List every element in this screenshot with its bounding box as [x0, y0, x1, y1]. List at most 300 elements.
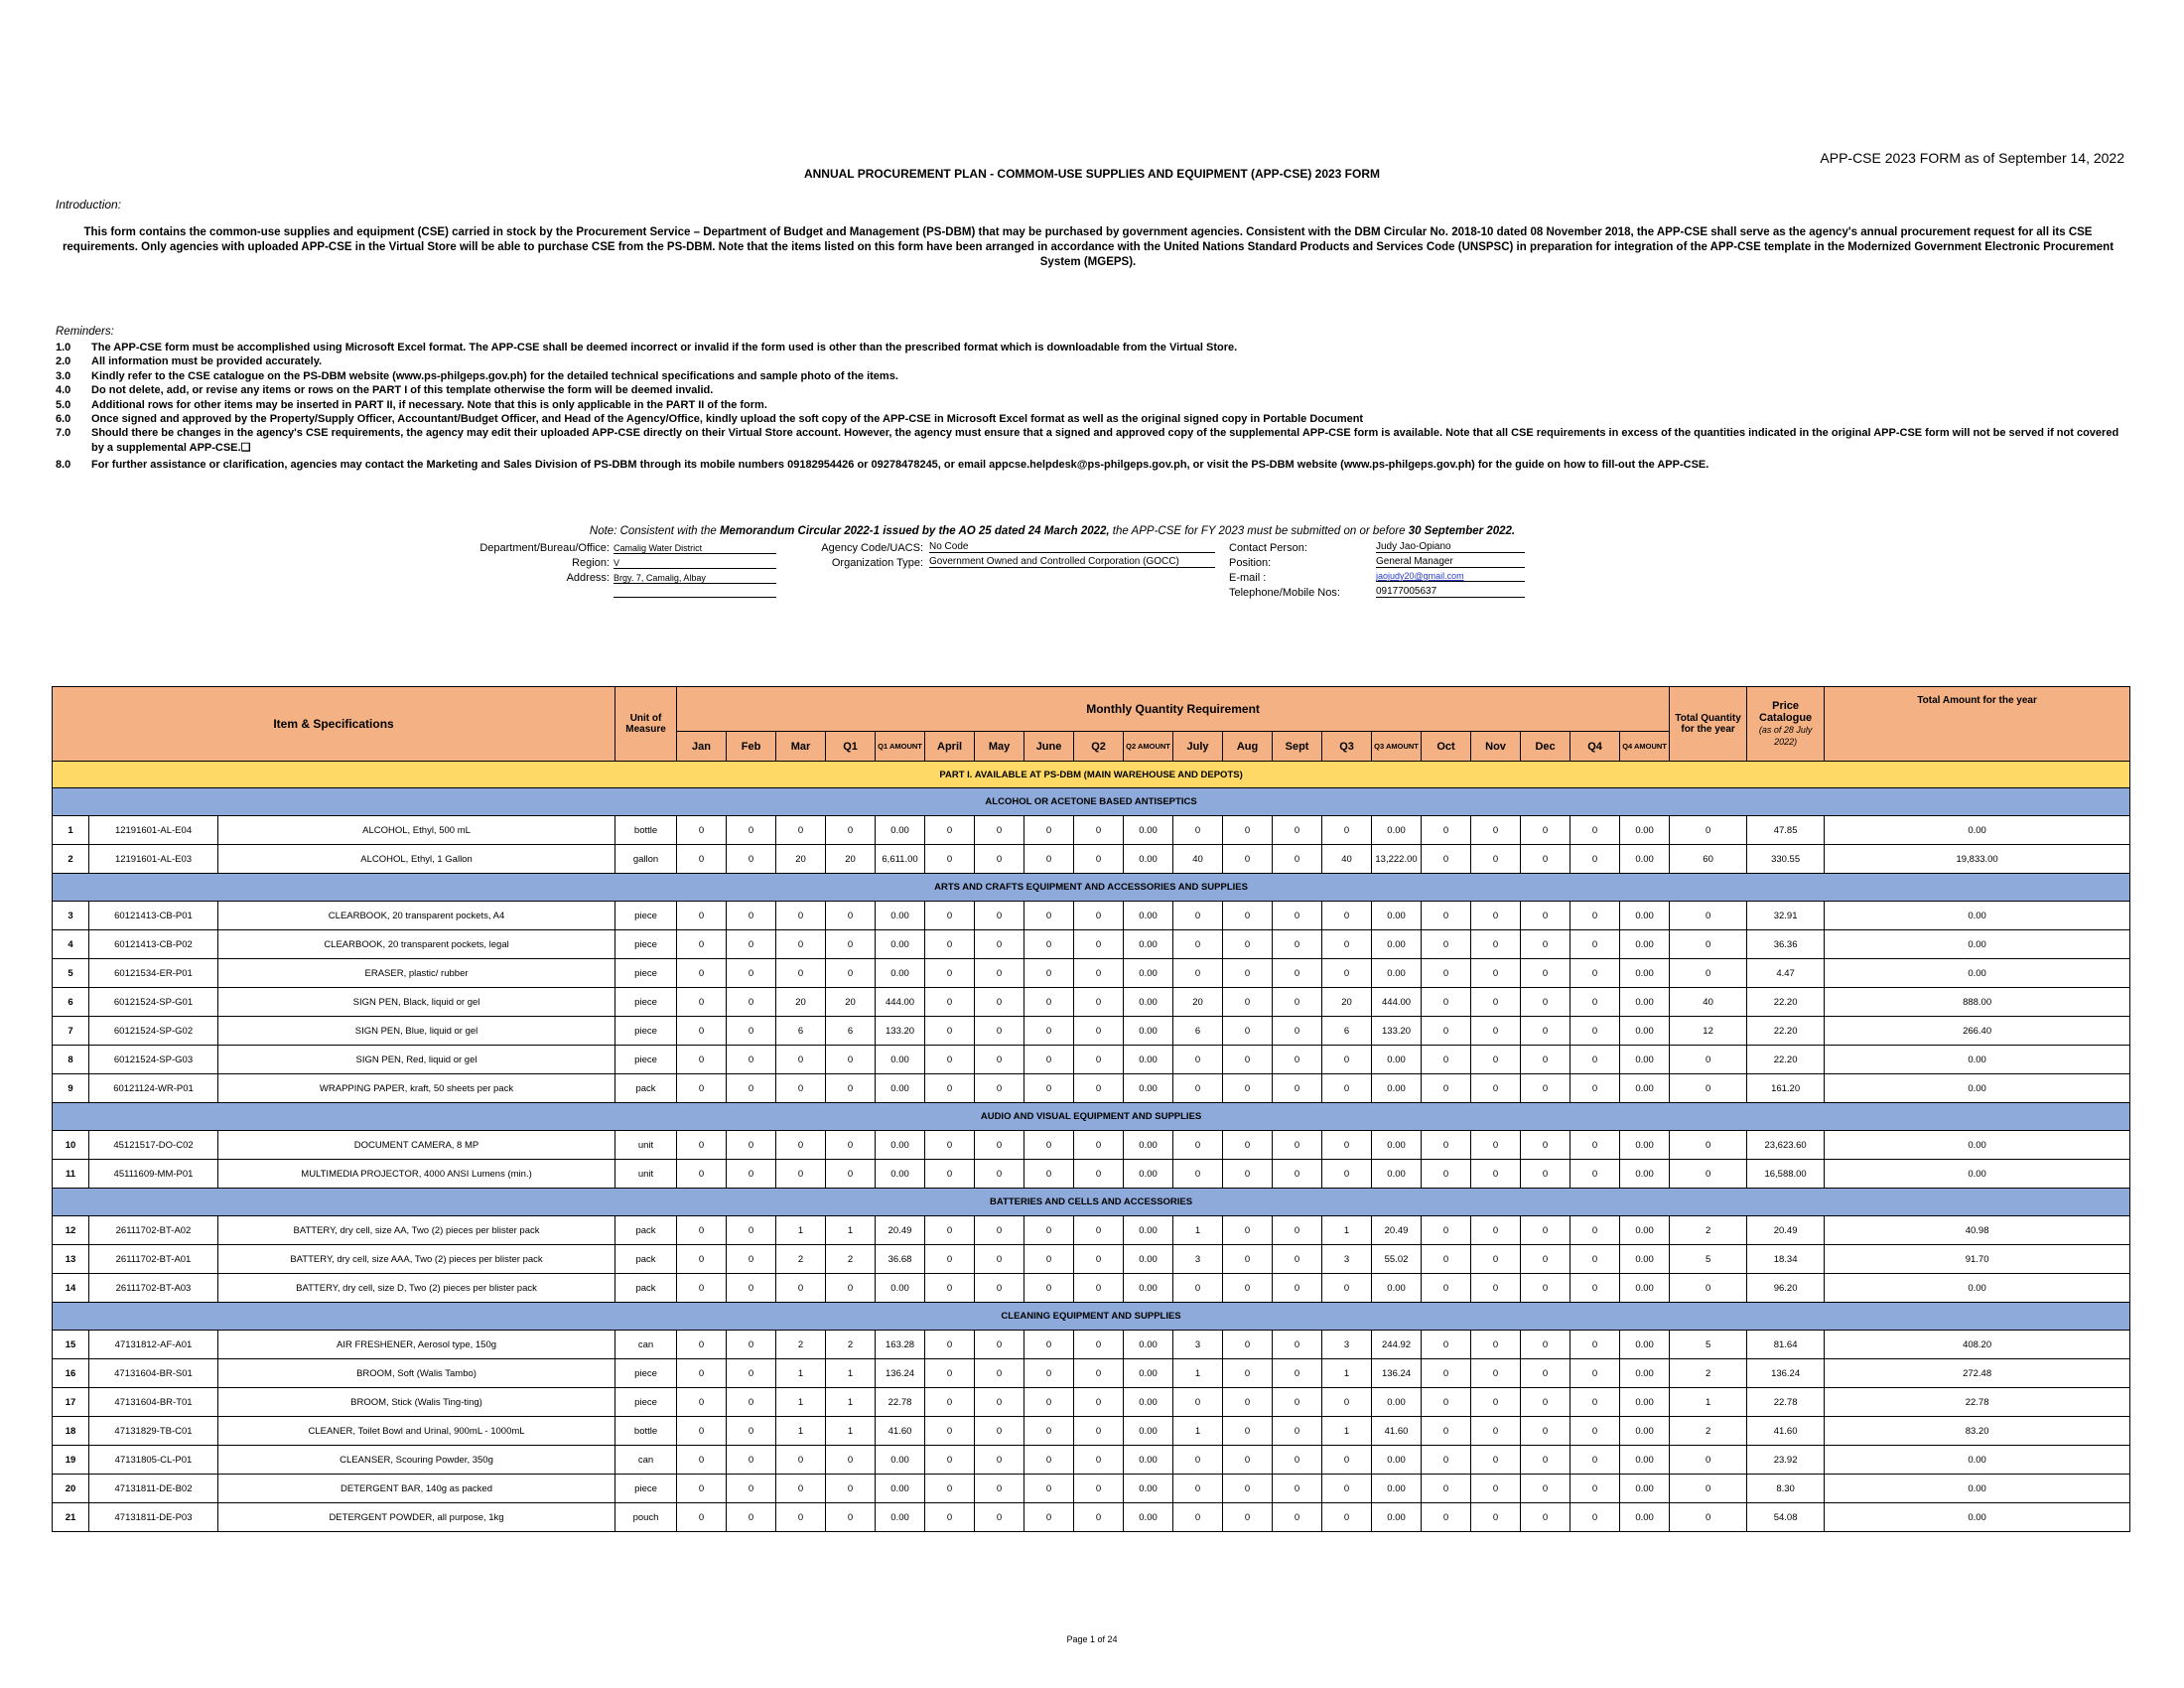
quantity-cell[interactable]: 0	[826, 1446, 876, 1475]
quantity-cell[interactable]: 0.00	[1124, 1245, 1173, 1274]
quantity-cell[interactable]: 0.00	[876, 959, 925, 988]
quantity-cell[interactable]: 0	[1521, 988, 1570, 1017]
quantity-cell[interactable]: 1	[1173, 1359, 1223, 1388]
quantity-cell[interactable]: 0	[1273, 988, 1322, 1017]
quantity-cell[interactable]: 0	[925, 959, 975, 988]
quantity-cell[interactable]: 0	[1570, 1446, 1620, 1475]
quantity-cell[interactable]: 0.00	[876, 1274, 925, 1303]
quantity-cell[interactable]: 0	[826, 1503, 876, 1532]
quantity-cell[interactable]: 0	[1074, 1046, 1124, 1074]
quantity-cell[interactable]: 0	[975, 1216, 1024, 1245]
quantity-cell[interactable]: 0	[1223, 930, 1273, 959]
quantity-cell[interactable]: 0	[1570, 1160, 1620, 1189]
quantity-cell[interactable]: 3	[1322, 1331, 1372, 1359]
quantity-cell[interactable]: 0	[1471, 1216, 1521, 1245]
quantity-cell[interactable]: 0.00	[1620, 816, 1670, 845]
quantity-cell[interactable]: 0	[975, 1131, 1024, 1160]
quantity-cell[interactable]: 0	[727, 959, 776, 988]
quantity-cell[interactable]: 0	[1223, 816, 1273, 845]
quantity-cell[interactable]: 0.00	[1620, 1160, 1670, 1189]
quantity-cell[interactable]: 2	[776, 1331, 826, 1359]
quantity-cell[interactable]: 0	[1173, 1074, 1223, 1103]
quantity-cell[interactable]: 0	[1471, 1131, 1521, 1160]
quantity-cell[interactable]: 0	[677, 930, 727, 959]
quantity-cell[interactable]: 0.00	[1620, 902, 1670, 930]
quantity-cell[interactable]: 0	[1570, 1331, 1620, 1359]
quantity-cell[interactable]: 20	[826, 845, 876, 874]
quantity-cell[interactable]: 0	[1074, 845, 1124, 874]
quantity-cell[interactable]: 3	[1173, 1245, 1223, 1274]
quantity-cell[interactable]: 0	[975, 1017, 1024, 1046]
quantity-cell[interactable]: 0.00	[1124, 1131, 1173, 1160]
quantity-cell[interactable]: 0	[1422, 1331, 1471, 1359]
quantity-cell[interactable]: 0	[1422, 816, 1471, 845]
quantity-cell[interactable]: 0	[1570, 1503, 1620, 1532]
quantity-cell[interactable]: 0	[1570, 1245, 1620, 1274]
quantity-cell[interactable]: 0	[975, 1503, 1024, 1532]
quantity-cell[interactable]: 0.00	[1620, 1446, 1670, 1475]
quantity-cell[interactable]: 0	[1322, 816, 1372, 845]
quantity-cell[interactable]: 41.60	[1372, 1417, 1422, 1446]
quantity-cell[interactable]: 133.20	[876, 1017, 925, 1046]
quantity-cell[interactable]: 1	[826, 1417, 876, 1446]
quantity-cell[interactable]: 0	[1521, 1046, 1570, 1074]
quantity-cell[interactable]: 0	[1570, 1359, 1620, 1388]
quantity-cell[interactable]: 0	[677, 1245, 727, 1274]
quantity-cell[interactable]: 0	[1521, 1417, 1570, 1446]
quantity-cell[interactable]: 3	[1322, 1245, 1372, 1274]
quantity-cell[interactable]: 0	[677, 1216, 727, 1245]
quantity-cell[interactable]: 0.00	[1372, 1131, 1422, 1160]
quantity-cell[interactable]: 0	[1570, 959, 1620, 988]
quantity-cell[interactable]: 0	[975, 1331, 1024, 1359]
quantity-cell[interactable]: 0	[1471, 1245, 1521, 1274]
quantity-cell[interactable]: 0	[1173, 1160, 1223, 1189]
quantity-cell[interactable]: 0	[1223, 902, 1273, 930]
quantity-cell[interactable]: 0	[1322, 1475, 1372, 1503]
quantity-cell[interactable]: 0	[975, 816, 1024, 845]
quantity-cell[interactable]: 0.00	[1620, 1503, 1670, 1532]
quantity-cell[interactable]: 0	[975, 930, 1024, 959]
quantity-cell[interactable]: 0	[1422, 902, 1471, 930]
quantity-cell[interactable]: 0	[1471, 1331, 1521, 1359]
quantity-cell[interactable]: 0	[677, 1160, 727, 1189]
quantity-cell[interactable]: 0	[1422, 1503, 1471, 1532]
quantity-cell[interactable]: 0	[975, 902, 1024, 930]
quantity-cell[interactable]: 0	[1521, 1446, 1570, 1475]
quantity-cell[interactable]: 0	[1471, 1160, 1521, 1189]
quantity-cell[interactable]: 0	[1322, 1074, 1372, 1103]
quantity-cell[interactable]: 1	[826, 1216, 876, 1245]
quantity-cell[interactable]: 0	[826, 1274, 876, 1303]
quantity-cell[interactable]: 0.00	[1372, 1274, 1422, 1303]
quantity-cell[interactable]: 0	[1273, 1274, 1322, 1303]
quantity-cell[interactable]: 0	[1521, 1331, 1570, 1359]
quantity-cell[interactable]: 0	[1471, 1017, 1521, 1046]
quantity-cell[interactable]: 0.00	[1620, 1417, 1670, 1446]
quantity-cell[interactable]: 0	[1173, 1274, 1223, 1303]
quantity-cell[interactable]: 0	[1273, 1216, 1322, 1245]
quantity-cell[interactable]: 0	[677, 1475, 727, 1503]
quantity-cell[interactable]: 0	[1422, 1388, 1471, 1417]
quantity-cell[interactable]: 0	[727, 1074, 776, 1103]
quantity-cell[interactable]: 0	[925, 1046, 975, 1074]
quantity-cell[interactable]: 0	[1173, 816, 1223, 845]
quantity-cell[interactable]: 0	[1173, 1131, 1223, 1160]
quantity-cell[interactable]: 0	[1223, 1160, 1273, 1189]
quantity-cell[interactable]: 0	[975, 1074, 1024, 1103]
quantity-cell[interactable]: 444.00	[876, 988, 925, 1017]
quantity-cell[interactable]: 0	[1273, 930, 1322, 959]
dept-field[interactable]: Camalig Water District	[614, 543, 776, 554]
quantity-cell[interactable]: 0	[1322, 1446, 1372, 1475]
quantity-cell[interactable]: 0	[1570, 902, 1620, 930]
quantity-cell[interactable]: 0	[1223, 1359, 1273, 1388]
org-type-field[interactable]: Government Owned and Controlled Corporation (GOCC)	[929, 556, 1215, 568]
quantity-cell[interactable]: 0.00	[1124, 902, 1173, 930]
quantity-cell[interactable]: 0	[1521, 816, 1570, 845]
quantity-cell[interactable]: 0	[776, 1503, 826, 1532]
quantity-cell[interactable]: 0.00	[1372, 1503, 1422, 1532]
quantity-cell[interactable]: 0	[1024, 1388, 1074, 1417]
quantity-cell[interactable]: 1	[776, 1417, 826, 1446]
quantity-cell[interactable]: 0	[727, 1274, 776, 1303]
quantity-cell[interactable]: 0	[727, 1245, 776, 1274]
quantity-cell[interactable]: 0	[677, 1074, 727, 1103]
quantity-cell[interactable]: 0	[1570, 1131, 1620, 1160]
quantity-cell[interactable]: 0	[1024, 988, 1074, 1017]
quantity-cell[interactable]: 0	[727, 1160, 776, 1189]
quantity-cell[interactable]: 0	[1074, 959, 1124, 988]
quantity-cell[interactable]: 0	[1521, 1245, 1570, 1274]
quantity-cell[interactable]: 0	[1570, 1046, 1620, 1074]
quantity-cell[interactable]: 0	[727, 1359, 776, 1388]
quantity-cell[interactable]: 0	[1273, 1331, 1322, 1359]
position-field[interactable]: General Manager	[1376, 556, 1525, 568]
quantity-cell[interactable]: 0.00	[1124, 1046, 1173, 1074]
quantity-cell[interactable]: 0	[1521, 1160, 1570, 1189]
quantity-cell[interactable]: 0	[1322, 959, 1372, 988]
quantity-cell[interactable]: 0	[677, 1017, 727, 1046]
quantity-cell[interactable]: 136.24	[1372, 1359, 1422, 1388]
quantity-cell[interactable]: 0	[1024, 1446, 1074, 1475]
quantity-cell[interactable]: 1	[776, 1216, 826, 1245]
quantity-cell[interactable]: 0	[925, 1017, 975, 1046]
quantity-cell[interactable]: 0.00	[1124, 1446, 1173, 1475]
quantity-cell[interactable]: 0	[925, 1245, 975, 1274]
quantity-cell[interactable]: 0	[1570, 1274, 1620, 1303]
quantity-cell[interactable]: 0	[925, 1160, 975, 1189]
quantity-cell[interactable]: 0	[1074, 1417, 1124, 1446]
quantity-cell[interactable]: 22.78	[876, 1388, 925, 1417]
quantity-cell[interactable]: 0	[1273, 1160, 1322, 1189]
agency-code-field[interactable]: No Code	[929, 541, 1215, 553]
quantity-cell[interactable]: 0	[677, 816, 727, 845]
quantity-cell[interactable]: 0	[1024, 902, 1074, 930]
quantity-cell[interactable]: 2	[826, 1245, 876, 1274]
quantity-cell[interactable]: 0	[1223, 1216, 1273, 1245]
quantity-cell[interactable]: 0	[826, 1160, 876, 1189]
quantity-cell[interactable]: 0	[975, 959, 1024, 988]
quantity-cell[interactable]: 0	[727, 1017, 776, 1046]
quantity-cell[interactable]: 0	[975, 845, 1024, 874]
quantity-cell[interactable]: 0.00	[1620, 1331, 1670, 1359]
quantity-cell[interactable]: 0	[925, 816, 975, 845]
quantity-cell[interactable]: 0	[1173, 959, 1223, 988]
quantity-cell[interactable]: 0	[1322, 1046, 1372, 1074]
quantity-cell[interactable]: 0	[776, 1131, 826, 1160]
quantity-cell[interactable]: 0	[1223, 1331, 1273, 1359]
quantity-cell[interactable]: 0	[677, 845, 727, 874]
quantity-cell[interactable]: 0	[1471, 1388, 1521, 1417]
quantity-cell[interactable]: 0	[1471, 988, 1521, 1017]
quantity-cell[interactable]: 0.00	[876, 930, 925, 959]
quantity-cell[interactable]: 0	[975, 1274, 1024, 1303]
quantity-cell[interactable]: 0	[1223, 845, 1273, 874]
quantity-cell[interactable]: 0	[1273, 1475, 1322, 1503]
quantity-cell[interactable]: 3	[1173, 1331, 1223, 1359]
quantity-cell[interactable]: 0	[1173, 902, 1223, 930]
quantity-cell[interactable]: 0	[1273, 1446, 1322, 1475]
quantity-cell[interactable]: 0	[925, 1475, 975, 1503]
quantity-cell[interactable]: 0.00	[876, 1131, 925, 1160]
quantity-cell[interactable]: 0	[826, 902, 876, 930]
quantity-cell[interactable]: 0	[1273, 1388, 1322, 1417]
quantity-cell[interactable]: 0	[1471, 1359, 1521, 1388]
quantity-cell[interactable]: 2	[776, 1245, 826, 1274]
quantity-cell[interactable]: 0	[1074, 1503, 1124, 1532]
quantity-cell[interactable]: 0	[1074, 1245, 1124, 1274]
quantity-cell[interactable]: 0	[975, 1359, 1024, 1388]
quantity-cell[interactable]: 0	[1570, 1475, 1620, 1503]
quantity-cell[interactable]: 0.00	[1620, 1216, 1670, 1245]
quantity-cell[interactable]: 0	[1521, 1131, 1570, 1160]
quantity-cell[interactable]: 0	[1471, 1074, 1521, 1103]
quantity-cell[interactable]: 0	[1074, 930, 1124, 959]
quantity-cell[interactable]: 0	[1521, 1017, 1570, 1046]
quantity-cell[interactable]: 0	[1223, 1274, 1273, 1303]
quantity-cell[interactable]: 0.00	[1620, 959, 1670, 988]
quantity-cell[interactable]: 0	[677, 902, 727, 930]
quantity-cell[interactable]: 0	[727, 1475, 776, 1503]
quantity-cell[interactable]: 0	[1570, 845, 1620, 874]
quantity-cell[interactable]: 0	[1273, 816, 1322, 845]
quantity-cell[interactable]: 0	[975, 1475, 1024, 1503]
quantity-cell[interactable]: 41.60	[876, 1417, 925, 1446]
quantity-cell[interactable]: 0	[826, 816, 876, 845]
quantity-cell[interactable]: 0	[1273, 1359, 1322, 1388]
quantity-cell[interactable]: 0.00	[1620, 845, 1670, 874]
quantity-cell[interactable]: 0	[1024, 816, 1074, 845]
quantity-cell[interactable]: 1	[826, 1388, 876, 1417]
quantity-cell[interactable]: 0	[1570, 1388, 1620, 1417]
quantity-cell[interactable]: 0	[925, 1131, 975, 1160]
quantity-cell[interactable]: 0.00	[876, 816, 925, 845]
phone-field[interactable]: 09177005637	[1376, 586, 1525, 598]
quantity-cell[interactable]: 0	[925, 930, 975, 959]
quantity-cell[interactable]: 0.00	[1372, 930, 1422, 959]
quantity-cell[interactable]: 0	[1521, 930, 1570, 959]
quantity-cell[interactable]: 0	[677, 1274, 727, 1303]
quantity-cell[interactable]: 0	[925, 1216, 975, 1245]
quantity-cell[interactable]: 0	[1471, 902, 1521, 930]
quantity-cell[interactable]: 0	[776, 930, 826, 959]
quantity-cell[interactable]: 0	[826, 1131, 876, 1160]
region-field[interactable]: V	[614, 558, 776, 569]
quantity-cell[interactable]: 0	[1273, 959, 1322, 988]
quantity-cell[interactable]: 0	[925, 902, 975, 930]
quantity-cell[interactable]: 0	[925, 1274, 975, 1303]
quantity-cell[interactable]: 0	[776, 1475, 826, 1503]
quantity-cell[interactable]: 0	[1570, 1074, 1620, 1103]
quantity-cell[interactable]: 0	[1223, 959, 1273, 988]
quantity-cell[interactable]: 0	[1273, 1074, 1322, 1103]
quantity-cell[interactable]: 0	[1223, 1503, 1273, 1532]
quantity-cell[interactable]: 0	[1521, 1074, 1570, 1103]
quantity-cell[interactable]: 0	[1024, 1017, 1074, 1046]
quantity-cell[interactable]: 0	[975, 1046, 1024, 1074]
quantity-cell[interactable]: 55.02	[1372, 1245, 1422, 1274]
quantity-cell[interactable]: 0.00	[876, 1160, 925, 1189]
quantity-cell[interactable]: 0	[677, 959, 727, 988]
quantity-cell[interactable]: 0	[1521, 1274, 1570, 1303]
quantity-cell[interactable]: 0	[925, 1331, 975, 1359]
quantity-cell[interactable]: 0	[925, 845, 975, 874]
quantity-cell[interactable]: 0.00	[1124, 1359, 1173, 1388]
quantity-cell[interactable]: 0	[1173, 1046, 1223, 1074]
quantity-cell[interactable]: 0	[1273, 1017, 1322, 1046]
quantity-cell[interactable]: 0	[1570, 816, 1620, 845]
quantity-cell[interactable]: 0.00	[1372, 816, 1422, 845]
quantity-cell[interactable]: 0	[975, 1160, 1024, 1189]
quantity-cell[interactable]: 0	[1074, 1475, 1124, 1503]
quantity-cell[interactable]: 0	[925, 1359, 975, 1388]
quantity-cell[interactable]: 0	[1074, 816, 1124, 845]
quantity-cell[interactable]: 0	[1024, 1503, 1074, 1532]
quantity-cell[interactable]: 40	[1322, 845, 1372, 874]
quantity-cell[interactable]: 0	[776, 959, 826, 988]
quantity-cell[interactable]: 0	[925, 1446, 975, 1475]
quantity-cell[interactable]: 0	[1322, 1131, 1372, 1160]
quantity-cell[interactable]: 0	[925, 1074, 975, 1103]
quantity-cell[interactable]: 0.00	[1620, 1359, 1670, 1388]
quantity-cell[interactable]: 0	[1173, 930, 1223, 959]
quantity-cell[interactable]: 244.92	[1372, 1331, 1422, 1359]
quantity-cell[interactable]: 0	[1422, 845, 1471, 874]
quantity-cell[interactable]: 0	[1173, 1446, 1223, 1475]
quantity-cell[interactable]: 0.00	[1620, 930, 1670, 959]
quantity-cell[interactable]: 0.00	[1124, 930, 1173, 959]
quantity-cell[interactable]: 136.24	[876, 1359, 925, 1388]
quantity-cell[interactable]: 0	[727, 845, 776, 874]
quantity-cell[interactable]: 0	[1074, 1274, 1124, 1303]
quantity-cell[interactable]: 0	[727, 1216, 776, 1245]
quantity-cell[interactable]: 0	[1074, 1331, 1124, 1359]
quantity-cell[interactable]: 0	[1074, 1074, 1124, 1103]
quantity-cell[interactable]: 0	[1422, 1131, 1471, 1160]
quantity-cell[interactable]: 0.00	[1124, 1417, 1173, 1446]
quantity-cell[interactable]: 0	[1273, 845, 1322, 874]
quantity-cell[interactable]: 0	[1173, 1475, 1223, 1503]
quantity-cell[interactable]: 0	[776, 1274, 826, 1303]
quantity-cell[interactable]: 0	[1471, 1446, 1521, 1475]
quantity-cell[interactable]: 0.00	[1372, 902, 1422, 930]
quantity-cell[interactable]: 0	[925, 1388, 975, 1417]
quantity-cell[interactable]: 0	[1024, 1475, 1074, 1503]
quantity-cell[interactable]: 0	[1471, 1503, 1521, 1532]
quantity-cell[interactable]: 0	[1471, 1475, 1521, 1503]
quantity-cell[interactable]: 0	[975, 1245, 1024, 1274]
quantity-cell[interactable]: 0.00	[1620, 1475, 1670, 1503]
contact-field[interactable]: Judy Jao-Opiano	[1376, 541, 1525, 553]
quantity-cell[interactable]: 0	[826, 1046, 876, 1074]
quantity-cell[interactable]: 0	[1322, 1388, 1372, 1417]
quantity-cell[interactable]: 0	[1223, 1017, 1273, 1046]
quantity-cell[interactable]: 1	[1173, 1216, 1223, 1245]
quantity-cell[interactable]: 1	[1173, 1417, 1223, 1446]
quantity-cell[interactable]: 0	[925, 1417, 975, 1446]
quantity-cell[interactable]: 0	[1223, 988, 1273, 1017]
quantity-cell[interactable]: 0	[1521, 1503, 1570, 1532]
quantity-cell[interactable]: 0	[1422, 1074, 1471, 1103]
quantity-cell[interactable]: 20	[776, 988, 826, 1017]
quantity-cell[interactable]: 0.00	[1620, 1017, 1670, 1046]
quantity-cell[interactable]: 1	[826, 1359, 876, 1388]
quantity-cell[interactable]: 0.00	[1124, 1503, 1173, 1532]
quantity-cell[interactable]: 444.00	[1372, 988, 1422, 1017]
quantity-cell[interactable]: 0	[1322, 1274, 1372, 1303]
quantity-cell[interactable]: 0.00	[1124, 816, 1173, 845]
quantity-cell[interactable]: 0	[727, 988, 776, 1017]
quantity-cell[interactable]: 0	[1273, 1245, 1322, 1274]
quantity-cell[interactable]: 0.00	[1124, 1388, 1173, 1417]
quantity-cell[interactable]: 0	[1471, 959, 1521, 988]
quantity-cell[interactable]: 40	[1173, 845, 1223, 874]
quantity-cell[interactable]: 0	[1422, 988, 1471, 1017]
quantity-cell[interactable]: 0	[776, 1074, 826, 1103]
quantity-cell[interactable]: 0	[1024, 1417, 1074, 1446]
quantity-cell[interactable]: 0	[727, 1388, 776, 1417]
quantity-cell[interactable]: 20	[826, 988, 876, 1017]
quantity-cell[interactable]: 20.49	[1372, 1216, 1422, 1245]
quantity-cell[interactable]: 0.00	[1620, 1388, 1670, 1417]
quantity-cell[interactable]: 0	[1223, 1388, 1273, 1417]
quantity-cell[interactable]: 0	[1024, 1216, 1074, 1245]
quantity-cell[interactable]: 0	[1223, 1417, 1273, 1446]
quantity-cell[interactable]: 0.00	[876, 1503, 925, 1532]
quantity-cell[interactable]: 0	[677, 1359, 727, 1388]
quantity-cell[interactable]: 0	[1422, 1417, 1471, 1446]
quantity-cell[interactable]: 0	[727, 1417, 776, 1446]
quantity-cell[interactable]: 0	[975, 1388, 1024, 1417]
quantity-cell[interactable]: 0	[1074, 1131, 1124, 1160]
quantity-cell[interactable]: 0	[1570, 1017, 1620, 1046]
quantity-cell[interactable]: 0	[1422, 1274, 1471, 1303]
quantity-cell[interactable]: 0	[727, 1331, 776, 1359]
quantity-cell[interactable]: 0	[1422, 1359, 1471, 1388]
quantity-cell[interactable]: 0	[1024, 1331, 1074, 1359]
quantity-cell[interactable]: 0	[975, 988, 1024, 1017]
quantity-cell[interactable]: 0	[1173, 1388, 1223, 1417]
quantity-cell[interactable]: 0	[1074, 1160, 1124, 1189]
quantity-cell[interactable]: 0	[677, 1131, 727, 1160]
quantity-cell[interactable]: 0	[1223, 1245, 1273, 1274]
quantity-cell[interactable]: 0.00	[1372, 1446, 1422, 1475]
quantity-cell[interactable]: 1	[1322, 1359, 1372, 1388]
quantity-cell[interactable]: 0	[826, 930, 876, 959]
quantity-cell[interactable]: 0	[1173, 1503, 1223, 1532]
quantity-cell[interactable]: 0	[1074, 1359, 1124, 1388]
